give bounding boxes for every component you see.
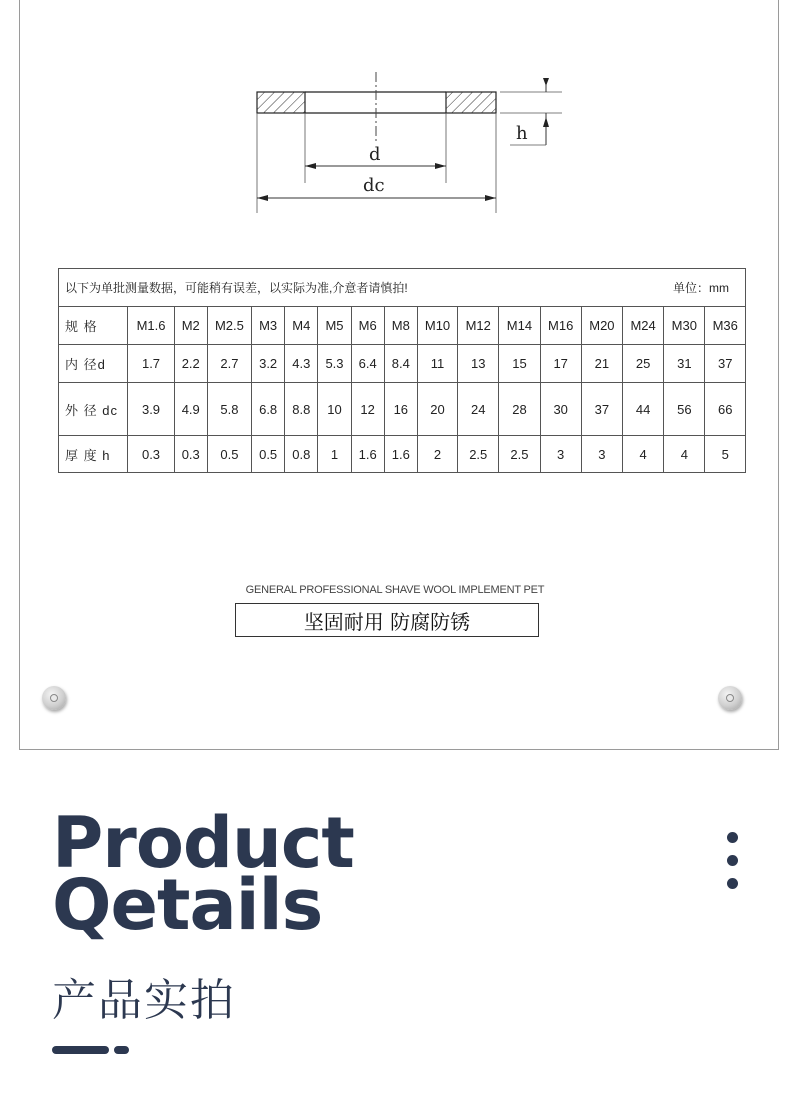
table-cell: M2 (174, 307, 207, 345)
row-label: 厚 度 h (59, 436, 128, 473)
table-cell: M30 (664, 307, 705, 345)
table-cell: M16 (540, 307, 581, 345)
table-cell: 16 (384, 383, 417, 436)
row-label: 规 格 (59, 307, 128, 345)
table-cell: 12 (351, 383, 384, 436)
table-cell: 1.6 (351, 436, 384, 473)
table-cell: 10 (318, 383, 351, 436)
table-cell: 31 (664, 345, 705, 383)
table-cell: M5 (318, 307, 351, 345)
table-cell: 6.8 (252, 383, 285, 436)
table-row (59, 436, 746, 473)
washer-right-section (446, 92, 496, 113)
page-title (52, 802, 354, 946)
table-cell: 44 (623, 383, 664, 436)
table-cell: 66 (705, 383, 746, 436)
table-cell: M10 (417, 307, 457, 345)
table-cell: 1.7 (128, 345, 174, 383)
row-label: 内 径d (59, 345, 128, 383)
table-cell: 0.5 (252, 436, 285, 473)
table-cell: 2.5 (458, 436, 499, 473)
table-cell: 37 (581, 383, 622, 436)
table-cell: 4.9 (174, 383, 207, 436)
washer-diagram (0, 0, 790, 230)
accent-bar-long (52, 1046, 109, 1054)
table-cell: 0.5 (207, 436, 251, 473)
table-cell: 20 (417, 383, 457, 436)
table-cell: 2.7 (207, 345, 251, 383)
page-subtitle: 产品实拍 (52, 975, 236, 1026)
screw-left-icon (42, 686, 66, 710)
table-cell: 0.3 (174, 436, 207, 473)
table-cell: 25 (623, 345, 664, 383)
vertical-dots-icon (727, 832, 738, 901)
table-cell: 3.2 (252, 345, 285, 383)
label-h: h (516, 123, 528, 144)
table-cell: 8.8 (285, 383, 318, 436)
table-row (59, 307, 746, 345)
table-cell: 1.6 (384, 436, 417, 473)
table-unit: 单位：mm (673, 281, 729, 295)
table-cell: 0.8 (285, 436, 318, 473)
washer-left-section (257, 92, 305, 113)
slogan-chinese: 坚固耐用 防腐防锈 (235, 603, 539, 637)
table-cell: 3 (540, 436, 581, 473)
table-cell: M20 (581, 307, 622, 345)
table-cell: 5.8 (207, 383, 251, 436)
title-line-1: Product (52, 802, 354, 884)
table-cell: 24 (458, 383, 499, 436)
table-cell: M2.5 (207, 307, 251, 345)
row-label: 外 径 dc (59, 383, 128, 436)
table-cell: M6 (351, 307, 384, 345)
table-cell: 4.3 (285, 345, 318, 383)
table-cell: M8 (384, 307, 417, 345)
table-body (59, 307, 746, 473)
spec-table (58, 268, 746, 473)
table-cell: 6.4 (351, 345, 384, 383)
table-cell: 28 (499, 383, 540, 436)
table-cell: 3.9 (128, 383, 174, 436)
table-cell: M1.6 (128, 307, 174, 345)
table-cell: 2.5 (499, 436, 540, 473)
table-cell: 11 (417, 345, 457, 383)
table-cell: 21 (581, 345, 622, 383)
table-cell: 30 (540, 383, 581, 436)
table-cell: 5 (705, 436, 746, 473)
table-cell: M36 (705, 307, 746, 345)
table-cell: 5.3 (318, 345, 351, 383)
screw-right-icon (718, 686, 742, 710)
table-cell: 2 (417, 436, 457, 473)
table-cell: 15 (499, 345, 540, 383)
table-cell: 4 (664, 436, 705, 473)
table-cell: 0.3 (128, 436, 174, 473)
table-cell: M4 (285, 307, 318, 345)
table-cell: 37 (705, 345, 746, 383)
table-cell: 4 (623, 436, 664, 473)
table-cell: M3 (252, 307, 285, 345)
table-cell: M12 (458, 307, 499, 345)
table-cell: 1 (318, 436, 351, 473)
slogan-english: GENERAL PROFESSIONAL SHAVE WOOL IMPLEMENT PET (245, 584, 545, 596)
table-note: 以下为单批测量数据，可能稍有误差，以实际为准,介意者请慎拍! (65, 281, 408, 295)
table-cell: M14 (499, 307, 540, 345)
table-cell: 56 (664, 383, 705, 436)
table-cell: 3 (581, 436, 622, 473)
table-cell: 2.2 (174, 345, 207, 383)
table-note-row (59, 269, 746, 307)
label-d: d (369, 144, 381, 165)
table-cell: 8.4 (384, 345, 417, 383)
title-line-2: Qetails (52, 864, 323, 946)
table-cell: 17 (540, 345, 581, 383)
table-row (59, 345, 746, 383)
accent-bar-short (114, 1046, 129, 1054)
table-row (59, 383, 746, 436)
label-dc: dc (363, 175, 385, 196)
table-cell: M24 (623, 307, 664, 345)
table-cell: 13 (458, 345, 499, 383)
